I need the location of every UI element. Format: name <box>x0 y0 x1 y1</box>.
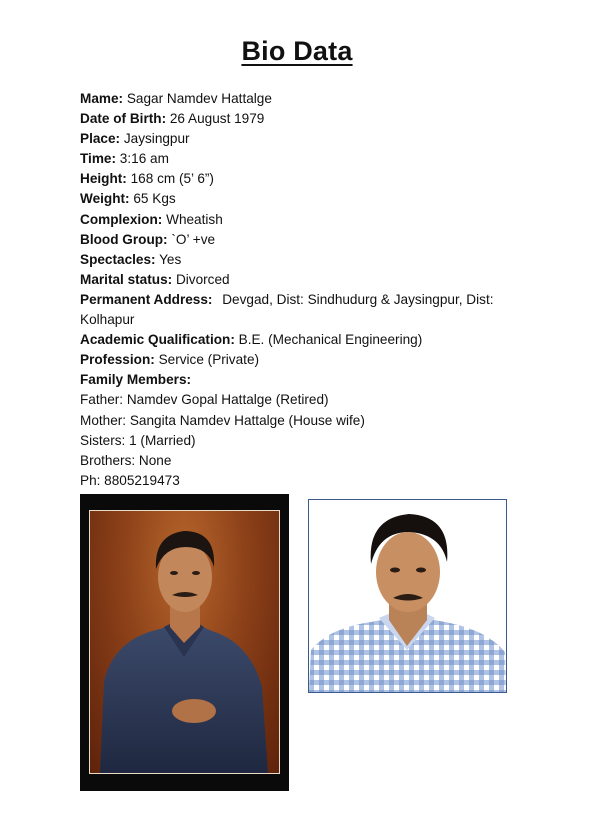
field-value: 3:16 am <box>119 151 169 167</box>
field-label: Profession: <box>80 352 155 368</box>
field-label: Time: <box>80 151 117 167</box>
field-value: B.E. (Mechanical Engineering) <box>238 332 423 348</box>
field-value: Jaysingpur <box>123 131 190 147</box>
field-place <box>80 129 520 149</box>
field-label: Academic Qualification: <box>80 332 235 348</box>
field-profession <box>80 350 520 370</box>
phone-number: Ph: 8805219473 <box>80 472 180 488</box>
field-value: 65 Kgs <box>133 191 176 207</box>
field-label: Complexion: <box>80 211 163 227</box>
field-label: Mame: <box>80 91 124 106</box>
field-blood-group <box>80 230 520 250</box>
field-spectacles <box>80 250 520 270</box>
field-label: Permanent Address: <box>80 291 213 307</box>
family-father: Father: Namdev Gopal Hattalge (Retired) <box>80 392 329 408</box>
field-value: Yes <box>159 251 182 267</box>
field-name <box>80 89 520 109</box>
page-title: Bio Data <box>241 36 353 66</box>
field-value: Divorced <box>175 271 230 287</box>
field-time <box>80 149 520 169</box>
field-label: Height: <box>80 171 127 187</box>
field-value: 26 August 1979 <box>169 111 265 127</box>
field-value: Service (Private) <box>158 352 260 368</box>
field-dob <box>80 109 520 129</box>
field-label: Marital status: <box>80 271 173 287</box>
field-value: Devgad, Dist: Sindhudurg & Jaysingpur, Dist: Kolhapur <box>80 291 494 328</box>
field-value: `O’ +ve <box>171 231 216 247</box>
family-brothers: Brothers: None <box>80 452 172 468</box>
field-qualification <box>80 330 520 350</box>
photo-frame <box>89 510 280 774</box>
field-value: 168 cm (5’ 6”) <box>130 171 214 187</box>
field-label: Family Members: <box>80 372 192 388</box>
person-portrait-icon <box>90 511 279 773</box>
field-label: Date of Birth: <box>80 111 167 127</box>
field-value: Wheatish <box>166 211 223 227</box>
field-label: Spectacles: <box>80 251 156 267</box>
field-marital-status <box>80 270 520 290</box>
field-address <box>80 290 520 330</box>
bio-details <box>80 89 520 491</box>
field-value: Sagar Namdev Hattalge <box>126 91 272 106</box>
family-mother: Mother: Sangita Namdev Hattalge (House wife) <box>80 412 365 428</box>
portrait-photo-passport <box>308 499 507 693</box>
family-heading <box>80 370 520 390</box>
field-label: Blood Group: <box>80 231 168 247</box>
family-sisters: Sisters: 1 (Married) <box>80 432 196 448</box>
field-weight <box>80 189 520 209</box>
field-label: Place: <box>80 131 121 147</box>
field-label: Weight: <box>80 191 130 207</box>
field-complexion <box>80 210 520 230</box>
field-height <box>80 169 520 189</box>
person-portrait-icon <box>309 500 506 692</box>
portrait-photo-framed <box>80 494 289 791</box>
